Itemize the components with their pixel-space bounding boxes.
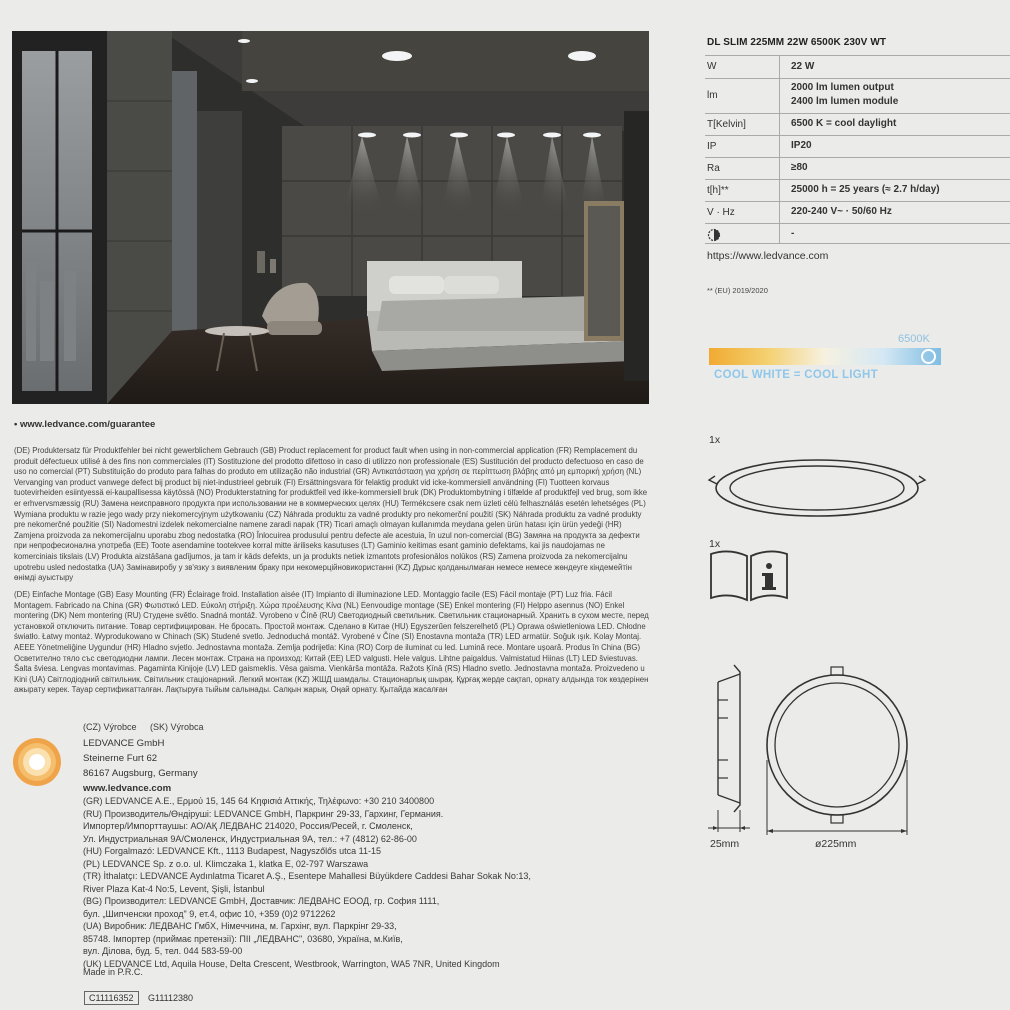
spec-value: ≥80	[791, 162, 808, 173]
guarantee-url-text: www.ledvance.com/guarantee	[19, 419, 156, 430]
spec-value: 22 W	[791, 61, 815, 72]
bedroom-illustration	[12, 31, 649, 404]
spec-value: IP20	[791, 140, 812, 151]
dimmable-icon	[707, 228, 721, 242]
address-line: Ул. Индустриальная 9А/Смоленск, Индустриальная 9А, тел.: +7 (4812) 62-86-00	[83, 833, 417, 844]
address-line: (RU) Производитель/Өндіруші: LEDVANCE GmbH, Паркринг 29-33, Гархинг, Германия.	[83, 808, 444, 819]
spec-row-dimming	[705, 223, 1010, 244]
manual-info-icon	[709, 550, 789, 602]
side-profile-drawing	[706, 660, 756, 840]
regulation-footnote: ** (EU) 2019/2020	[707, 286, 768, 295]
spec-key: W	[707, 61, 717, 72]
spec-title: DL SLIM 225MM 22W 6500K 230V WT	[707, 37, 887, 48]
made-in-sk: (SK) Výrobca	[150, 722, 204, 732]
cct-caption: COOL WHITE = COOL LIGHT	[714, 369, 878, 381]
ledvance-logo-icon	[13, 738, 61, 786]
manual-quantity: 1x	[709, 538, 721, 550]
bullet-marker: •	[14, 419, 20, 430]
spec-key: IP	[707, 141, 717, 152]
spec-key: lm	[707, 90, 718, 101]
made-in-prc: Made in P.R.C.	[83, 967, 143, 977]
address-line: (PL) LEDVANCE Sp. z o.o. ul. Klimczaka 1, klatka E, 02-797 Warszawa	[83, 858, 369, 869]
address-line: (HU) Forgalmazó: LEDVANCE Kft., 1113 Budapest, Nagyszőlős utca 11-15	[83, 846, 381, 856]
spec-key: V · Hz	[707, 207, 735, 218]
company-city: 86167 Augsburg, Germany	[83, 768, 198, 779]
article-code-boxed: C11116352	[84, 991, 139, 1005]
mounting-text: (DE) Einfache Montage (GB) Easy Mounting (FR) Éclairage froid. Installation aisée (IT) Impianto di illuminazione LED. Montaggio facile (ES) Fácil montaje (PT) Luz fria. Fácil Montagem. Fabricado na China (GR) Φωτιστικό LED. Εύκολη στήριξη. Χώρα προέλευσης Κίνα (NL) Eenvoudige montage (SE) Enkel montering (FI) Helppo asennus (NO) Enkel montering (DK) Nem montering (RU) Студене světlo. Snadná montáž. Vyrobeno v Číně (RU) Светодиодный светильник. Светильник стационарный. Хранить в сухом месте, перед установкой отключить питание. Товар сертифицирован. Не бросать. Простой монтаж. Сделано в Китае (HU) Egyszerűen felszerelhető (PL) Oprawa oświetleniowa LED. Chłodne światło. Łatwy montaż. Wyprodukowano w Chinach (SK) Studené svetlo. Jednoduchá montáž. Vyrobené v Číne (SI) Enostavna montaža (TR) LED armatür. Soğuk ışık. Kolay Montaj. AEEE Yönetmeliğine Uygundur (HR) Hladno svjetlo. Jednostavna montaža. Zemlja podrijetla: Kina (RO) Corp de iluminat cu led. Lumină rece. Montare ușoară. Produs în China (BG) Осветително тяло със светодиодни лампи. Лесен монтаж. Страна на произход: Китай (EE) LED valgusti. Hele valgus. Lihtne paigaldus. Valmistatud Hiinas (LT) LED šviestuvas. Šalta šviesa. Lengvas montavimas. Pagaminta Kinijoje (LV) LED gaismeklis. Vēsa gaisma. Vienkārša montāža. Ražots Ķīnā (RS) Hladno svetlo. Jednostavna montaža. Proizvedeno u Kini (UA) Світлодіодний світильник. Світильник стаціонарний. Легкий монтаж (KZ) ЖШД шамдалы. Стационарлық шырақ. Құрғақ жерде сақтап, орнату алдында ток көздерінен ажырату керек. Тауар сертификатталған. Лақтыруға тыйым салынады. Салқын жарық. Оңай орнату. Қытайда жасалған	[14, 590, 649, 695]
spec-row-ip	[705, 135, 1010, 157]
company-street: Steinerne Furt 62	[83, 753, 158, 764]
spec-key: T[Kelvin]	[707, 119, 746, 130]
manufacturer-block	[83, 736, 198, 796]
guarantee-url[interactable]	[14, 419, 155, 430]
spec-value: 220-240 V~ · 50/60 Hz	[791, 206, 892, 217]
spec-row-lifetime	[705, 179, 1010, 201]
made-in-cz-text: Výrobce	[103, 722, 137, 732]
downlight-panel-icon	[705, 448, 930, 528]
spec-value: 6500 K = cool daylight	[791, 118, 897, 129]
address-line: 85748. Імпортер (приймає претензії): ПІІ „ЛЕДВАНС", 03680, Україна, м.Київ,	[83, 933, 403, 944]
spec-row-voltage	[705, 201, 1010, 223]
spec-row-kelvin	[705, 113, 1010, 135]
distributor-addresses	[83, 795, 653, 970]
made-in-sk-text: Výrobca	[170, 722, 204, 732]
address-line: (UA) Виробник: ЛЕДВАНС ГмбХ, Німеччина, м. Гархінг, вул. Паркрінг 29-33,	[83, 921, 397, 931]
address-line: River Plaza Kat-4 No:5, Levent, Şişli, İstanbul	[83, 883, 265, 894]
spec-key: t[h]**	[707, 185, 729, 196]
lamp-quantity: 1x	[709, 434, 721, 446]
address-line: вул. Ділова, буд. 5, тел. 044 583-59-00	[83, 946, 243, 956]
address-line: (UK) LEDVANCE Ltd, Aquila House, Delta Crescent, Westbrook, Warrington, WA5 7NR, United Kingdom	[83, 958, 500, 969]
article-code: G11112380	[148, 993, 194, 1003]
depth-dimension: 25mm	[710, 838, 740, 850]
color-temperature-bar	[709, 348, 941, 365]
address-line: (GR) LEDVANCE A.E., Ερμού 15, 145 64 Κηφισιά Αττικής, Τηλέφωνο: +30 210 3400800	[83, 796, 435, 806]
spec-row-lumen	[705, 78, 1010, 113]
spec-key: Ra	[707, 163, 720, 174]
spec-table-divider	[779, 55, 780, 244]
address-line: (BG) Производител: LEDVANCE GmbH, Доставчик: ЛЕДВАНС ЕООД, гр. София 1111,	[83, 896, 440, 906]
spec-row-cri	[705, 157, 1010, 179]
company-name: LEDVANCE GmbH	[83, 738, 165, 749]
guarantee-text: (DE) Produktersatz für Produktfehler bei nicht gewerblichem Gebrauch (GB) Product replacement for product fault when using in non-commercial application (FR) Remplacement du produit défectueux utilisé à des fins non commerciales (IT) Sostituzione del prodotto difettoso in caso di utilizzo non professionale (ES) Sustitución del producto defectuoso en caso de uso no comercial (PT) Substituição do produto para falhas do produto em utilização não industrial (GR) Αντικατάσταση για χρήση σε περίπτωση βλάβης από μη εμπορική χρήση (NL) Vervanging van product vanwege defect bij product bij niet-industrieel gebruik (FI) Ersättningsvara för felaktig produkt vid icke-kommersiell användning (FI) Tuotteen korvaus tuotevirheiden esiintyessä ei-kaupallisessa käytössä (NO) Produkterstatning for produktfeil ved ikke-kommersiell bruk (DK) Produktombytning i tilfælde af produktfejl ved brug, som ikke er erhvervsmæssig (RU) Замена неисправного продукта при использовании не в коммерческих целях (HU) Termékcsere csak nem üzleti célú felhasználás esetén lehetséges (PL) Wymiana produktu w razie jego wady przy niekomercyjnym użytkowaniu (CZ) Náhrada produktu za vadné produkty pro nekomerční použití (SK) Náhrada produktu za vadné produkty pre nekomerčné použitie (SI) Nadomestni izdelek nekomercialne namene zaradi napak (TR) Ticari amaçlı olmayan kullanımda meydana gelen ürün hatası için ürün yedeği (HR) Zamjena proizvoda za nekomercijalnu uporabu zbog nedostatka (RO) Înlocuirea produsului pentru defecte ale acestuia, în uzul non-comercial (BG) Замяна на продукта за дефекти при непрофесионална употреба (EE) Toote asendamine tootekvee korral mitte äriliseks kasutuses (LT) Gaminio keitimas esant gaminio defektams, kai jis naudojamas ne komerciniais tikslais (LV) Produkta aizstāšana gadījumos, ja tam ir kāds defekts, un ja produkts netiek izmantots profesionālos nolūkos (RS) Zamena proizvoda za nekomercijalnu upotrebu usled nedostatka (UA) Замінавирoбу у зв'язку з виявленим браку при некомерційнoвикористанні (KZ) Дұрыс қолданылмаған немесе немесе жөндеуге кіндемейтін өнімді ауыстыру	[14, 446, 648, 583]
ledvance-url[interactable]: https://www.ledvance.com	[707, 250, 829, 262]
bedroom-scene-image	[12, 31, 649, 404]
diameter-dimension: ø225mm	[815, 838, 857, 850]
cct-marker	[921, 349, 936, 364]
spec-value: 2000 lm lumen output 2400 lm lumen module	[791, 82, 899, 107]
address-line: бул. „Шипченски проход" 9, ет.4, офис 10, +359 (0)2 9712262	[83, 908, 336, 919]
made-in-cz: (CZ) Výrobce	[83, 722, 137, 732]
spec-row-power	[705, 55, 1010, 78]
front-view-drawing	[763, 660, 913, 835]
address-line: (TR) İthalatçı: LEDVANCE Aydınlatma Ticaret A.Ş., Esentepe Mahallesi Büyükdere Caddesi Bahar Sokak No:13,	[83, 871, 531, 881]
company-web[interactable]: www.ledvance.com	[83, 783, 172, 794]
spec-value: -	[791, 228, 795, 239]
cct-value-label: 6500K	[898, 333, 930, 345]
address-line: Импортер/Импорттаушы: АО/АҚ ЛЕДВАНС 214020, Россия/Ресей, г. Смоленск,	[83, 821, 413, 831]
spec-value: 25000 h = 25 years (≈ 2.7 h/day)	[791, 184, 940, 195]
